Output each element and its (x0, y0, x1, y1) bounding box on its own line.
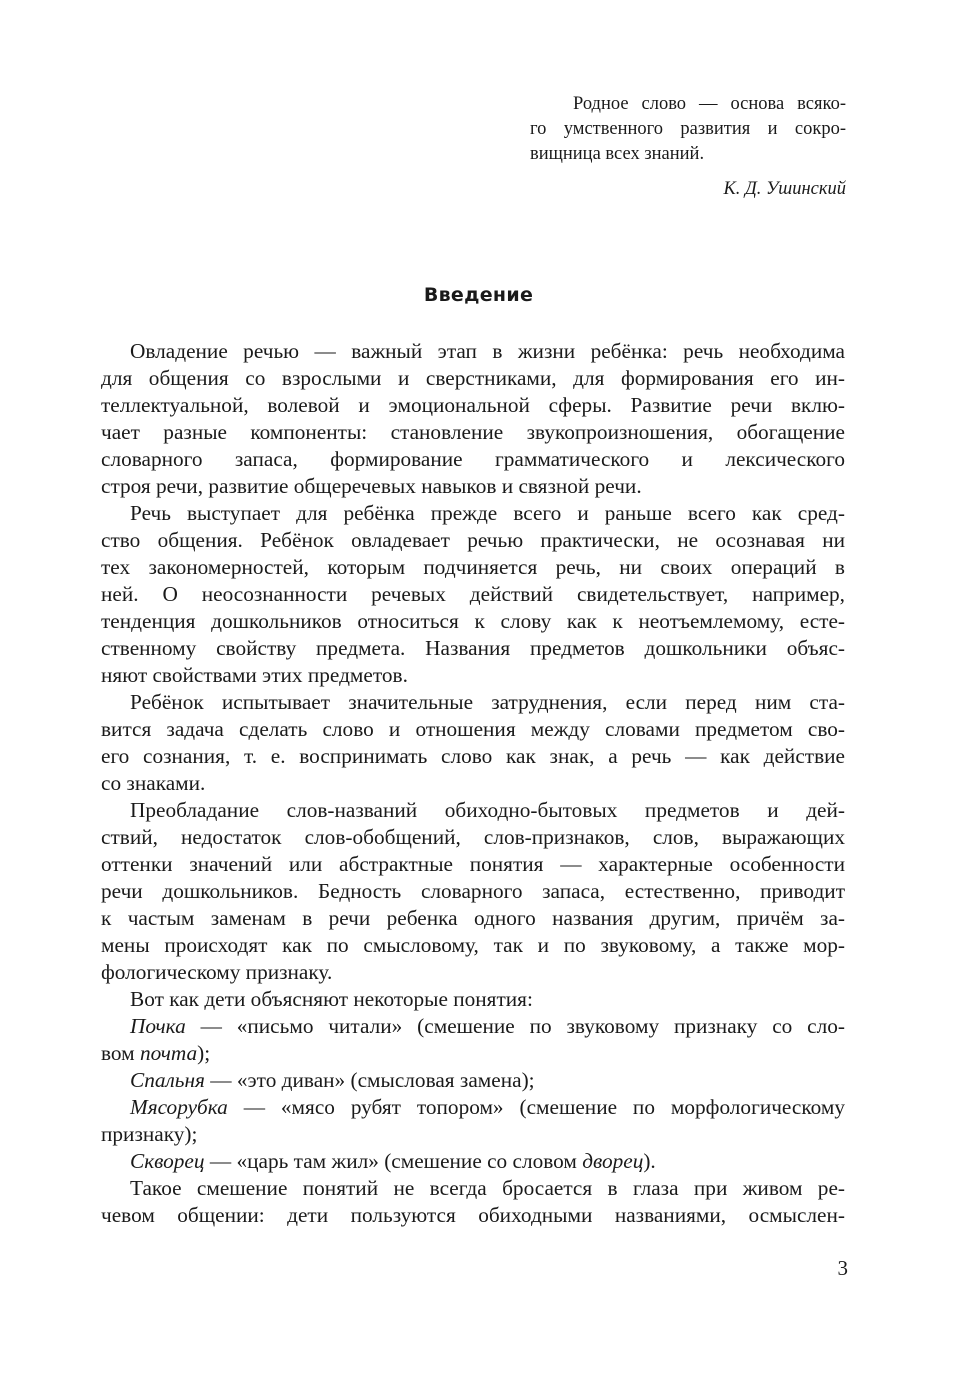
example-line (101, 1013, 845, 1040)
example-term: Мясорубка (130, 1095, 228, 1119)
text-line: для общения со взрослыми и сверстниками, для формирования его ин- (101, 366, 845, 390)
text-line: Такое смешение понятий не всегда бросается в глаза при живом ре- (130, 1176, 845, 1200)
text-line: Вот как дети объясняют некоторые понятия: (130, 987, 533, 1011)
example-line (101, 1148, 845, 1175)
example-term: Скворец (130, 1149, 205, 1173)
paragraph (101, 986, 845, 1013)
paragraph (101, 1175, 845, 1229)
text-line: теллектуальной, волевой и эмоциональной сферы. Развитие речи вклю- (101, 393, 845, 417)
text-line: няют свойствами этих предметов. (101, 663, 408, 687)
example-text: ); (197, 1041, 211, 1065)
epigraph (530, 92, 846, 202)
text-line: оттенки значений или абстрактные понятия — характерные особенности (101, 852, 845, 876)
text-line: Овладение речью — важный этап в жизни ребёнка: речь необходима (130, 339, 845, 363)
example-line (101, 1067, 845, 1094)
example-line (101, 1040, 845, 1067)
text-line: к частым заменам в речи ребенка одного названия другим, причём за- (101, 906, 845, 930)
example-line (101, 1094, 845, 1121)
text-line: ствий, недостаток слов-обобщений, слов-признаков, слов, выражающих (101, 825, 845, 849)
paragraph (101, 338, 845, 500)
paragraph (101, 797, 845, 986)
text-line: чает разные компоненты: становление звукопроизношения, обогащение (101, 420, 845, 444)
example-text: — «царь там жил» (смешение со словом (204, 1149, 583, 1173)
example-term: Спальня (130, 1068, 205, 1092)
body-text (101, 338, 845, 1229)
epigraph-line: Родное слово — основа всяко- (573, 94, 846, 114)
epigraph-author: К. Д. Ушинский (723, 179, 846, 199)
text-line: строя речи, развитие общеречевых навыков и связной речи. (101, 474, 642, 498)
example-word: дворец (582, 1149, 644, 1173)
text-line: словарного запаса, формирование грамматического и лексического (101, 447, 845, 471)
page-number: 3 (837, 1256, 848, 1280)
example-text: вом (101, 1041, 140, 1065)
example-text: — «мясо рубят топором» (смешение по морфологическому (227, 1095, 845, 1119)
text-line: фологическому признаку. (101, 960, 333, 984)
example-term: Почка (130, 1014, 186, 1038)
text-line: мены происходят как по смысловому, так и по звуковому, а также мор- (101, 933, 845, 957)
text-line: Преобладание слов-названий обиходно-бытовых предметов и дей- (130, 798, 845, 822)
text-line: ней. О неосознанности речевых действий свидетельствует, например, (101, 582, 845, 606)
section-title: Введение (423, 284, 534, 306)
paragraph (101, 500, 845, 689)
epigraph-line: вищница всех знаний. (530, 144, 705, 164)
example-text: — «это диван» (смысловая замена); (204, 1068, 535, 1092)
example-text: ). (643, 1149, 656, 1173)
example-word: почта (139, 1041, 198, 1065)
examples-list (101, 1013, 845, 1175)
text-line: чевом общении: дети пользуются обиходными названиями, осмыслен- (101, 1203, 845, 1227)
epigraph-line: го умственного развития и сокро- (530, 119, 846, 139)
text-line: тенденция дошкольников относиться к слову как к неотъемлемому, есте- (101, 609, 845, 633)
text-line: ственному свойству предмета. Названия предметов дошкольники объяс- (101, 636, 845, 660)
example-text: — «письмо читали» (смешение по звуковому признаку со сло- (185, 1014, 845, 1038)
paragraph (101, 689, 845, 797)
text-line: Речь выступает для ребёнка прежде всего и раньше всего как сред- (130, 501, 845, 525)
text-line: тех закономерностей, которым подчиняется речь, ни своих операций в (101, 555, 845, 579)
text-line: со знаками. (101, 771, 206, 795)
text-line: вится задача сделать слово и отношения между словами предметом сво- (101, 717, 845, 741)
text-line: речи дошкольников. Бедность словарного запаса, естественно, приводит (101, 879, 845, 903)
example-line: признаку); (101, 1122, 198, 1146)
text-line: его сознания, т. е. воспринимать слово как знак, а речь — как действие (101, 744, 845, 768)
text-line: Ребёнок испытывает значительные затруднения, если перед ним ста- (130, 690, 845, 714)
text-line: ство общения. Ребёнок овладевает речью практически, не осознавая ни (101, 528, 845, 552)
